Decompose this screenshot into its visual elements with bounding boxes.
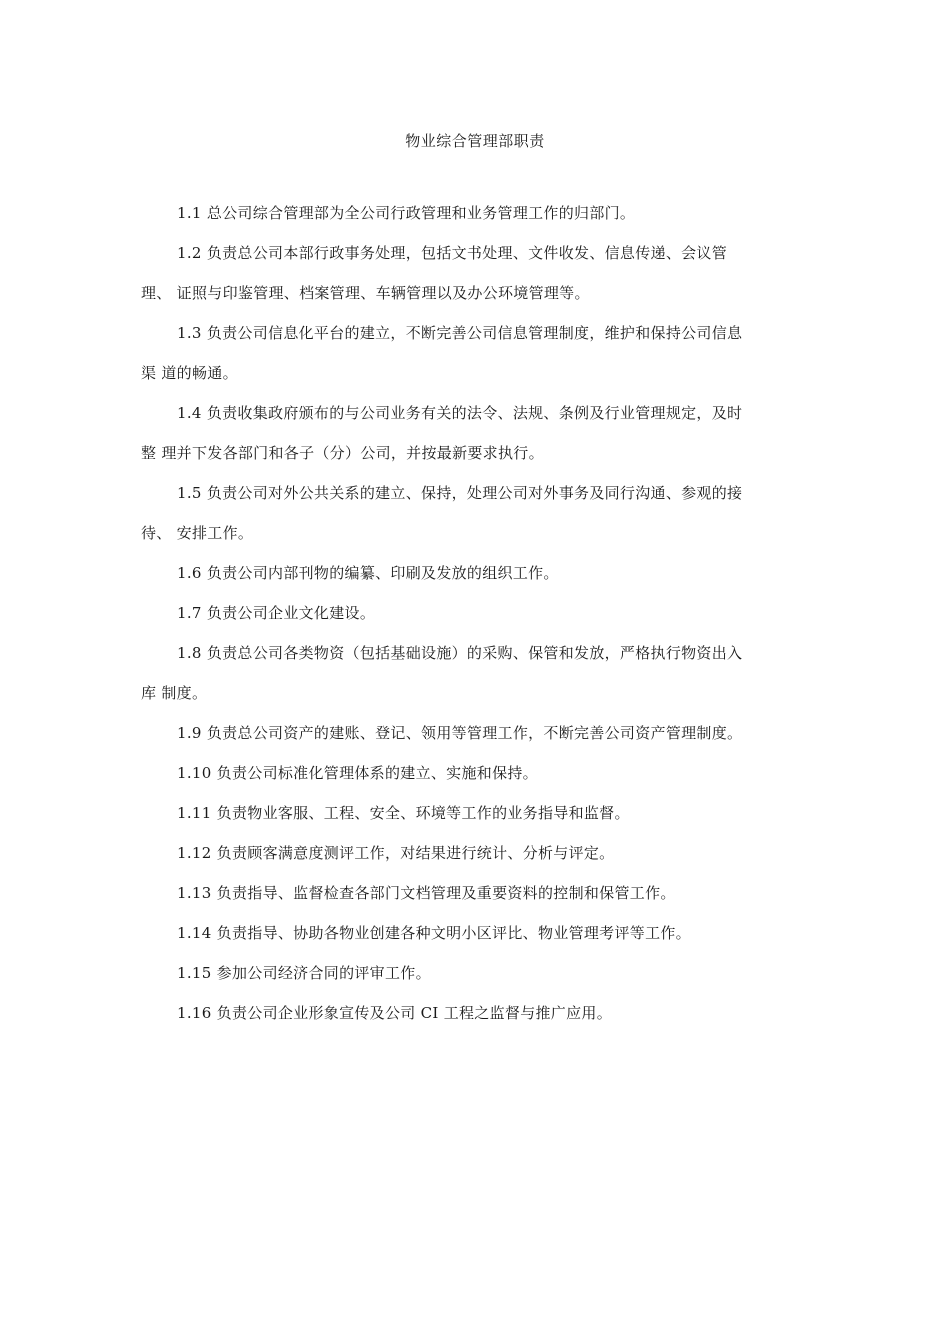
paragraph — [141, 483, 811, 543]
paragraph-line: 1.15 参加公司经济合同的评审工作。 — [177, 964, 431, 982]
paragraph-line: 1.1 总公司综合管理部为全公司行政管理和业务管理工作的归部门。 — [177, 204, 636, 222]
paragraph-line: 1.10 负责公司标准化管理体系的建立、实施和保持。 — [177, 764, 538, 782]
paragraph — [141, 603, 811, 623]
paragraph-line: 1.12 负责顾客满意度测评工作，对结果进行统计、分析与评定。 — [177, 844, 615, 862]
paragraph — [141, 763, 811, 783]
paragraph — [141, 803, 811, 823]
paragraph — [141, 643, 811, 703]
paragraph-line: 1.11 负责物业客服、工程、安全、环境等工作的业务指导和监督。 — [177, 804, 630, 822]
paragraph — [141, 563, 811, 583]
paragraph-line: 1.13 负责指导、监督检查各部门文档管理及重要资料的控制和保管工作。 — [177, 884, 676, 902]
paragraph — [141, 1003, 811, 1023]
paragraph-line: 1.14 负责指导、协助各物业创建各种文明小区评比、物业管理考评等工作。 — [177, 924, 691, 942]
document-title: 物业综合管理部职责 — [405, 132, 545, 150]
paragraph-line: 整 理并下发各部门和各子（分）公司，并按最新要求执行。 — [141, 444, 544, 462]
paragraph-line: 理、 证照与印鉴管理、档案管理、车辆管理以及办公环境管理等。 — [141, 284, 590, 302]
paragraph-line: 1.3 负责公司信息化平台的建立，不断完善公司信息管理制度，维护和保持公司信息 — [177, 324, 743, 342]
paragraph-line: 1.6 负责公司内部刊物的编纂、印刷及发放的组织工作。 — [177, 564, 559, 582]
paragraph — [141, 323, 811, 383]
paragraph — [141, 843, 811, 863]
paragraph-line: 1.16 负责公司企业形象宣传及公司 CI 工程之监督与推广应用。 — [177, 1004, 613, 1022]
paragraph-line: 1.2 负责总公司本部行政事务处理，包括文书处理、文件收发、信息传递、会议管 — [177, 244, 728, 262]
paragraph — [141, 923, 811, 943]
paragraph-line: 1.9 负责总公司资产的建账、登记、领用等管理工作，不断完善公司资产管理制度。 — [177, 724, 743, 742]
paragraph-line: 渠 道的畅通。 — [141, 364, 238, 382]
paragraph — [141, 243, 811, 303]
paragraph — [141, 403, 811, 463]
paragraph-line: 待、 安排工作。 — [141, 524, 254, 542]
paragraph — [141, 203, 811, 223]
paragraph — [141, 963, 811, 983]
paragraph-line: 1.4 负责收集政府颁布的与公司业务有关的法令、法规、条例及行业管理规定，及时 — [177, 404, 743, 422]
paragraph-line: 库 制度。 — [141, 684, 208, 702]
paragraph-line: 1.5 负责公司对外公共关系的建立、保持，处理公司对外事务及同行沟通、参观的接 — [177, 484, 743, 502]
paragraph — [141, 883, 811, 903]
document-body — [141, 203, 811, 1043]
paragraph-line: 1.7 负责公司企业文化建设。 — [177, 604, 376, 622]
paragraph-line: 1.8 负责总公司各类物资（包括基础设施）的采购、保管和发放，严格执行物资出入 — [177, 644, 743, 662]
paragraph — [141, 723, 811, 743]
